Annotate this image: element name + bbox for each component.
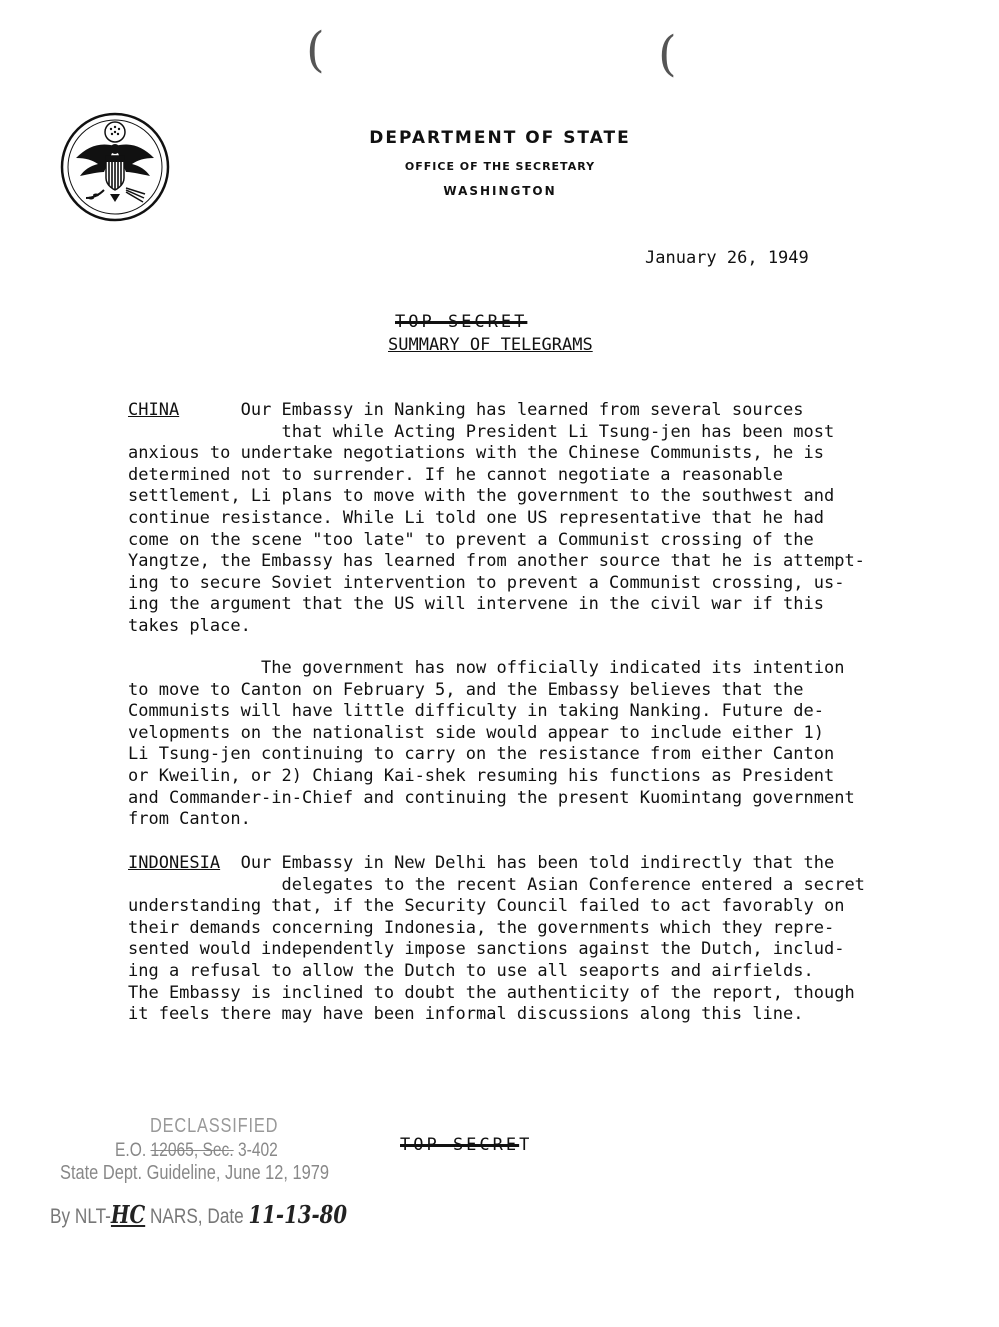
office-title: OFFICE OF THE SECRETARY	[404, 160, 596, 173]
by-prefix: By NLT-	[50, 1205, 111, 1228]
indonesia-paragraph	[128, 853, 865, 1026]
handwritten-initials: HC	[110, 1200, 146, 1229]
nars-label: NARS, Date	[145, 1205, 249, 1228]
document-title: SUMMARY OF TELEGRAMS	[388, 335, 593, 355]
eo-section: 3-402	[233, 1140, 278, 1161]
eo-prefix: E.O.	[115, 1140, 151, 1161]
handwritten-date: 11-13-80	[248, 1200, 348, 1229]
margin-mark-left: (	[306, 22, 325, 78]
china-text-1: Our Embassy in Nanking has learned from several sources that while Acting President Li Tsung-jen has been most anxious to undertake negotiations with the Chinese Communists, he is determined not to surrender. If he cannot negotiate a reasonable settlement, Li plans to move with the government to the southwest and continue resistance. While Li told one US representative that he had come on the scene "too late" to prevent a Communist crossing of the Yangtze, the Embassy has learned from another source that he is attempt- ing to secure Soviet intervention to prevent a Communist crossing, us- ing the argument that the US will intervene in the civil war if this takes place.	[128, 400, 865, 636]
footer-classification	[400, 1135, 532, 1155]
china-paragraph-1	[128, 400, 865, 638]
eo-struck: 12065, Sec.	[150, 1140, 234, 1161]
indonesia-text: Our Embassy in New Delhi has been told indirectly that the delegates to the recent Asian Conference entered a secret understanding that, if the Security Council failed to act favorably on their demands concerning Indonesia, the governments which they repre- sented would independently impose sanctions against the Dutch, includ- ing a refusal to allow the Dutch to use all seaports and airfields. The Embassy is inclined to doubt the authenticity of the report, though it feels there may have been informal discussions along this line.	[128, 853, 865, 1025]
declassified-stamp: DECLASSIFIED	[150, 1115, 279, 1137]
footer-classification-end: T	[519, 1135, 533, 1155]
by-line	[50, 1200, 347, 1229]
classification-struck: TOP SECRET	[395, 312, 528, 332]
document-date: January 26, 1949	[645, 248, 809, 268]
margin-mark-right: (	[658, 26, 677, 82]
china-label: CHINA	[128, 400, 180, 420]
indonesia-label: INDONESIA	[128, 853, 221, 873]
department-title: DEPARTMENT OF STATE	[369, 128, 631, 148]
guideline-line: State Dept. Guideline, June 12, 1979	[60, 1162, 329, 1184]
great-seal-icon	[60, 112, 170, 222]
eo-line	[115, 1140, 278, 1162]
city-title: WASHINGTON	[443, 184, 557, 198]
footer-classification-struck: TOP SECRE	[400, 1135, 520, 1155]
china-paragraph-2: The government has now officially indicated its intention to move to Canton on February 5, and the Embassy believes that the Communists will have little difficulty in taking Nanking. Future de- velopments on the nationalist side would appear to include either 1) Li Tsung-jen continuing to carry on the resistance from either Canton or Kweilin, or 2) Chiang Kai-shek resuming his functions as President and Commander-in-Chief and continuing the present Kuomintang government from Canton.	[128, 658, 855, 830]
